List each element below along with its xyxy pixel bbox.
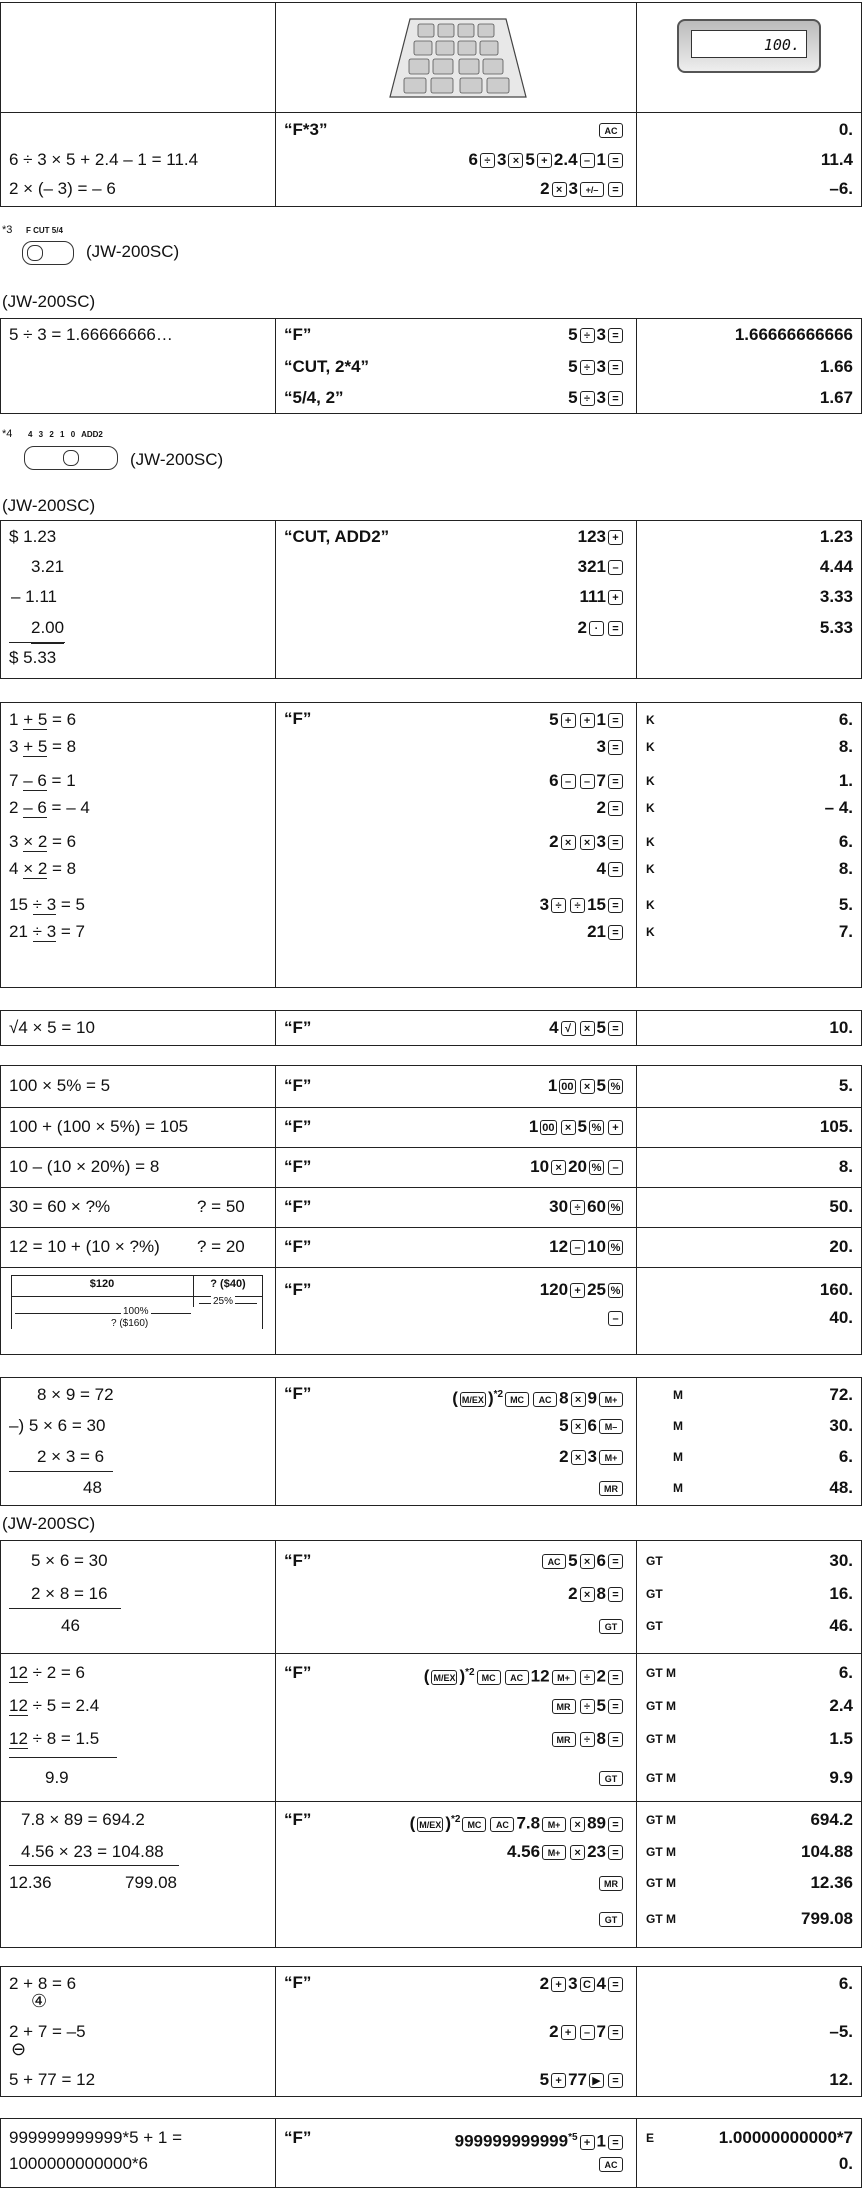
key-sequence: 5 × 6 M–	[559, 1411, 625, 1441]
table-row	[1, 2065, 861, 2095]
display-value: 46.	[829, 1616, 853, 1635]
gt-block-2	[1, 1653, 861, 1802]
indicator: K	[646, 898, 655, 912]
table-row	[1, 1442, 861, 1472]
display-value: 40.	[829, 1308, 853, 1327]
key-sequence: 2 =	[597, 793, 625, 823]
display-value: 4.44	[819, 557, 853, 576]
table-row	[1, 917, 861, 947]
sum-line	[9, 1608, 121, 1609]
table-row	[1, 766, 861, 796]
section-constants	[0, 702, 862, 988]
correction-mark: ⊖	[11, 2039, 27, 2059]
display-value: 8.	[838, 859, 853, 878]
key-sequence: 321 –	[578, 552, 625, 582]
example-text: 6 ÷ 3 × 5 + 2.4 – 1 = 11.4	[9, 150, 199, 169]
example-text: – 1.11	[11, 587, 58, 606]
mode-label: “F”	[284, 325, 312, 344]
example-text: 2.00	[31, 613, 64, 644]
example-text: 2 – 6 = – 4	[9, 798, 90, 817]
key-sequence: 2 + 3 C 4 =	[540, 1969, 625, 1999]
table-row	[1, 1147, 861, 1188]
key-sequence: MR	[597, 1473, 625, 1503]
example-text: 100 × 5% = 5	[9, 1076, 111, 1095]
example-text: 30 = 60 × ?%	[9, 1197, 111, 1216]
example-text: 7 – 6 = 1	[9, 771, 76, 790]
table-row	[1, 1579, 861, 1609]
display-value: 6.	[838, 1447, 853, 1466]
table-row	[1, 145, 861, 175]
example-text: 12 ÷ 5 = 2.4	[9, 1696, 100, 1715]
table-row	[1, 320, 861, 350]
mode-label: “F”	[284, 1076, 312, 1095]
indicator: K	[646, 801, 655, 815]
mode-label: “F”	[284, 1157, 312, 1176]
mode-label: “F”	[284, 1973, 312, 1992]
mode-label: “F”	[284, 709, 312, 728]
display-value: 104.88	[801, 1842, 853, 1861]
section-rounding	[0, 318, 862, 414]
answer-text: ? = 50	[197, 1197, 245, 1216]
display-value: 5.	[838, 1076, 853, 1095]
display-value: 11.4	[820, 150, 853, 169]
table-row	[1, 1658, 861, 1688]
table-row	[1, 1411, 861, 1441]
example-text: 12.36	[9, 1873, 52, 1892]
header-table	[0, 2, 862, 113]
header-col-display	[637, 3, 861, 112]
key-sequence: 10 × 20 % –	[530, 1152, 625, 1182]
table-row	[1, 1107, 861, 1148]
table-row	[1, 827, 861, 857]
diagram-pct-25: 25%	[213, 1296, 234, 1307]
display-value: 1.66	[819, 357, 853, 376]
table-row	[1, 115, 861, 145]
diagram-unknown: ? ($40)	[210, 1278, 246, 1290]
key-sequence: 123 +	[578, 522, 625, 552]
header-col-example	[1, 3, 276, 112]
display-value: 1.5	[829, 1729, 853, 1748]
diagram-pct-100: 100%	[123, 1306, 149, 1317]
section-percent	[0, 1065, 862, 1355]
display-value: 50.	[829, 1197, 853, 1216]
table-row	[1, 1969, 861, 1999]
table-row	[1, 1691, 861, 1721]
example-text: 48	[83, 1478, 102, 1497]
mode-label: “CUT, 2*4”	[284, 357, 370, 376]
table-row	[1, 1227, 861, 1268]
indicator: K	[646, 774, 655, 788]
example-text: 2 + 7 = –5	[9, 2022, 86, 2041]
key-sequence: 4 √ × 5 =	[549, 1013, 625, 1043]
key-sequence: 2 × 8 =	[568, 1579, 625, 1609]
key-sequence: MR ÷ 5 =	[550, 1691, 625, 1721]
key-sequence: 30 ÷ 60 %	[549, 1192, 625, 1222]
indicator: GT	[646, 1619, 663, 1633]
sum-line	[9, 1757, 117, 1758]
key-sequence: AC 5 × 6 =	[540, 1546, 625, 1576]
answer-text: ? = 20	[197, 1237, 245, 1256]
table-row	[1, 582, 861, 612]
section-title: (JW-200SC)	[2, 292, 96, 311]
display-value: 2.4	[829, 1696, 853, 1715]
table-row	[1, 1837, 861, 1867]
table-row	[1, 552, 861, 582]
key-sequence: ( M/EX )$^{*2}$ MC AC 12 M+ ÷ 2 =	[424, 1658, 625, 1692]
mode-label: “F”	[284, 1018, 312, 1037]
indicator: M	[673, 1481, 683, 1495]
section-basic	[0, 112, 862, 207]
section-memory	[0, 1377, 862, 1506]
mode-label: “F”	[284, 1810, 312, 1829]
display-value: 5.	[838, 895, 853, 914]
example-text: √4 × 5 = 10	[9, 1018, 95, 1037]
gt-block-3	[1, 1801, 861, 1946]
display-value: 0.	[838, 2154, 853, 2173]
table-row	[1, 643, 861, 673]
key-sequence: 6 ÷ 3 × 5 + 2.4 – 1 =	[468, 145, 625, 175]
indicator: GT M	[646, 1813, 676, 1827]
example-text: 3 × 2 = 6	[9, 832, 77, 851]
mode-label: “F”	[284, 1237, 312, 1256]
model-label: (JW-200SC)	[130, 450, 224, 469]
table-row	[1, 854, 861, 884]
table-row	[1, 793, 861, 823]
indicator: M	[673, 1419, 683, 1433]
table-row	[1, 1724, 861, 1754]
key-sequence: –	[606, 1303, 625, 1333]
slide-switch-icon	[24, 446, 118, 470]
display-value: 20.	[829, 1237, 853, 1256]
key-sequence: 2 × 3 +/– =	[540, 174, 625, 204]
footnote-3	[0, 224, 300, 276]
mode-label: “F”	[284, 1197, 312, 1216]
key-sequence: MR ÷ 8 =	[550, 1724, 625, 1754]
display-value: 8.	[838, 1157, 853, 1176]
key-sequence: $999999999999^{*5} + 1$ =	[455, 2123, 625, 2157]
key-sequence: 3 ÷ ÷ 15 =	[540, 890, 625, 920]
table-row	[1, 1805, 861, 1835]
example-text: 5 + 77 = 12	[9, 2070, 96, 2089]
table-row	[1, 732, 861, 762]
key-sequence: 120 + 25 %	[540, 1275, 625, 1305]
table-row	[1, 1267, 861, 1354]
section-grand-total	[0, 1540, 862, 1948]
section-title: (JW-200SC)	[2, 1514, 96, 1533]
key-sequence: 12 – 10 %	[549, 1232, 625, 1262]
indicator: GT M	[646, 1699, 676, 1713]
key-sequence: GT	[597, 1611, 625, 1641]
display-value: 16.	[829, 1584, 853, 1603]
table-row	[1, 2017, 861, 2047]
mode-label: “F”	[284, 1663, 312, 1682]
display-value: 799.08	[801, 1909, 853, 1928]
table-row	[1, 705, 861, 735]
table-row	[1, 1187, 861, 1228]
sum-line	[9, 1865, 179, 1866]
key-sequence: 1 00 × 5 % +	[529, 1112, 625, 1142]
display-value: 12.36	[810, 1873, 853, 1892]
example-text: 12 ÷ 2 = 6	[9, 1663, 85, 1682]
table-row	[1, 1868, 861, 1898]
indicator: GT M	[646, 1666, 676, 1680]
example-text: 999999999999*5 + 1 =	[9, 2128, 183, 2147]
display-value: 12.	[829, 2070, 853, 2089]
display-value: 72.	[829, 1385, 853, 1404]
display-value: 8.	[838, 737, 853, 756]
key-sequence: 2 + – 7 =	[549, 2017, 625, 2047]
example-text: 1000000000000*6	[9, 2154, 148, 2173]
display-value: 5.33	[819, 618, 853, 637]
section-add-mode	[0, 520, 862, 679]
key-sequence: 4.56 M+ × 23 =	[507, 1837, 625, 1867]
indicator: GT M	[646, 1912, 676, 1926]
key-sequence: AC	[597, 115, 625, 145]
display-value: 10.	[829, 1018, 853, 1037]
key-sequence: MR	[597, 1868, 625, 1898]
table-row	[1, 890, 861, 920]
table-row	[1, 1546, 861, 1576]
example-text: $ 5.33	[9, 648, 57, 667]
indicator: K	[646, 862, 655, 876]
key-sequence: 6 – – 7 =	[549, 766, 625, 796]
indicator: E	[646, 2131, 655, 2145]
table-row	[1, 522, 861, 552]
display-value: 1.	[838, 771, 853, 790]
display-value: 1.66666666666	[734, 325, 853, 344]
example-text: 4 × 2 = 8	[9, 859, 77, 878]
display-value: 48.	[829, 1478, 853, 1497]
key-sequence: AC	[597, 2149, 625, 2179]
key-sequence: 3 =	[597, 732, 625, 762]
example-text: $ 1.23	[9, 527, 57, 546]
indicator: K	[646, 925, 655, 939]
key-sequence: 2 × 3 M+	[559, 1442, 625, 1472]
table-row	[1, 1904, 861, 1934]
example-text: 5 × 6 = 30	[31, 1551, 108, 1570]
example-text: 8 × 9 = 72	[37, 1385, 114, 1404]
example-text: 3 + 5 = 8	[9, 737, 77, 756]
example-text-total: 799.08	[125, 1873, 177, 1892]
table-row	[1, 1066, 861, 1108]
display-value: 30.	[829, 1551, 853, 1570]
key-sequence: 5 ÷ 3 =	[568, 320, 625, 350]
indicator: M	[673, 1450, 683, 1464]
key-sequence: 5 + 77 ▶ =	[540, 2065, 625, 2095]
indicator: GT M	[646, 1732, 676, 1746]
display-value: 105.	[819, 1117, 853, 1136]
mode-label: “5/4, 2”	[284, 388, 344, 407]
indicator: GT	[646, 1587, 663, 1601]
display-value: 6.	[838, 832, 853, 851]
display-value: – 4.	[824, 798, 853, 817]
key-sequence: 2 · =	[578, 613, 625, 643]
example-text: 2 × 8 = 16	[31, 1584, 108, 1603]
key-sequence: ( M/EX )$^{*2}$ MC AC 7.8 M+ × 89 =	[410, 1805, 625, 1839]
key-sequence: 5 ÷ 3 =	[568, 352, 625, 382]
mode-label: “F”	[284, 2128, 312, 2147]
example-text: 7.8 × 89 = 694.2	[21, 1810, 145, 1829]
key-sequence: 21 =	[587, 917, 625, 947]
example-text: 10 – (10 × 20%) = 8	[9, 1157, 160, 1176]
example-text: 2 × (– 3) = – 6	[9, 179, 116, 198]
key-sequence: 111 +	[580, 582, 626, 612]
mode-label: “F*3”	[284, 120, 328, 139]
header-col-keys	[276, 3, 637, 112]
diagram-price: $120	[89, 1278, 115, 1290]
display-value: 1.23	[819, 527, 853, 546]
mode-label: “F”	[284, 1551, 312, 1570]
indicator: GT M	[646, 1845, 676, 1859]
switch-labels: F CUT 5/4	[26, 226, 63, 235]
table-row	[1, 352, 861, 382]
display-value: 6.	[838, 1663, 853, 1682]
example-text: 12 = 10 + (10 × ?%)	[9, 1237, 160, 1256]
table-row	[1, 1013, 861, 1043]
section-square-root	[0, 1010, 862, 1046]
table-row	[1, 1763, 861, 1793]
example-text: 4.56 × 23 = 104.88	[21, 1842, 164, 1861]
table-row	[1, 383, 861, 413]
mode-label: “F”	[284, 1384, 312, 1403]
table-row	[1, 1611, 861, 1641]
footnote-4	[0, 428, 300, 484]
example-text: 1 + 5 = 6	[9, 710, 77, 729]
diagram-total: ? ($160)	[111, 1318, 149, 1329]
indicator: GT M	[646, 1771, 676, 1785]
example-text: 46	[61, 1616, 80, 1635]
mode-label: “F”	[284, 1280, 312, 1299]
display-value: 1.00000000000*7	[718, 2128, 853, 2147]
display-value: 6.	[838, 710, 853, 729]
example-text: 5 ÷ 3 = 1.66666666…	[9, 325, 173, 344]
display-value: 7.	[838, 922, 853, 941]
section-overflow	[0, 2118, 862, 2188]
correction-mark: ④	[31, 1991, 48, 2011]
display-value: 9.9	[829, 1768, 853, 1787]
example-text: 15 ÷ 3 = 5	[9, 895, 85, 914]
mode-label: “F”	[284, 1117, 312, 1136]
key-sequence: 1 00 × 5 %	[548, 1071, 625, 1101]
indicator: K	[646, 835, 655, 849]
key-sequence: 4 =	[597, 854, 625, 884]
calc-display-value: 100.	[691, 30, 807, 58]
example-text: 9.9	[45, 1768, 69, 1787]
gt-block-1	[1, 1541, 861, 1654]
switch-labels: 4 3 2 1 0 ADD2	[28, 430, 103, 439]
display-value: –5.	[829, 2022, 853, 2041]
footnote-mark: *4	[2, 428, 13, 440]
key-sequence: ( M/EX )$^{*2}$ MC AC 8 × 9 M+	[452, 1380, 625, 1414]
example-text: 3.21	[31, 557, 65, 576]
indicator: K	[646, 740, 655, 754]
key-sequence: 2 × × 3 =	[549, 827, 625, 857]
indicator: K	[646, 713, 655, 727]
example-text: 100 + (100 × 5%) = 105	[9, 1117, 189, 1136]
display-value: 694.2	[810, 1810, 853, 1829]
sum-line	[9, 1471, 113, 1472]
key-sequence: 5 + + 1 =	[549, 705, 625, 735]
table-row	[1, 174, 861, 204]
example-text: 21 ÷ 3 = 7	[9, 922, 85, 941]
display-value: –6.	[829, 179, 853, 198]
indicator: GT M	[646, 1876, 676, 1890]
calculator-display-icon	[677, 19, 821, 73]
indicator: M	[673, 1388, 683, 1402]
table-row	[1, 2149, 861, 2179]
indicator: GT	[646, 1554, 663, 1568]
slide-switch-icon	[22, 241, 74, 265]
section-correction	[0, 1966, 862, 2097]
display-value: 30.	[829, 1416, 853, 1435]
display-value: 6.	[838, 1974, 853, 1993]
key-sequence: GT	[597, 1904, 625, 1934]
section-title: (JW-200SC)	[2, 496, 96, 515]
mode-label: “CUT, ADD2”	[284, 527, 390, 546]
table-row	[1, 1473, 861, 1503]
key-sequence: 5 ÷ 3 =	[568, 383, 625, 413]
display-value: 3.33	[819, 587, 853, 606]
example-text: 12 ÷ 8 = 1.5	[9, 1729, 100, 1748]
example-text: 2 + 8 = 6	[9, 1974, 77, 1993]
footnote-mark: *3	[2, 224, 13, 236]
display-value: 1.67	[819, 388, 853, 407]
keypad-icon	[388, 17, 528, 99]
key-sequence: GT	[597, 1763, 625, 1793]
display-value: 0.	[838, 120, 853, 139]
model-label: (JW-200SC)	[86, 242, 180, 261]
table-row	[1, 613, 861, 643]
table-row	[1, 1380, 861, 1410]
display-value: 160.	[819, 1280, 853, 1299]
example-text: –) 5 × 6 = 30	[9, 1416, 106, 1435]
example-text: 2 × 3 = 6	[37, 1447, 105, 1466]
